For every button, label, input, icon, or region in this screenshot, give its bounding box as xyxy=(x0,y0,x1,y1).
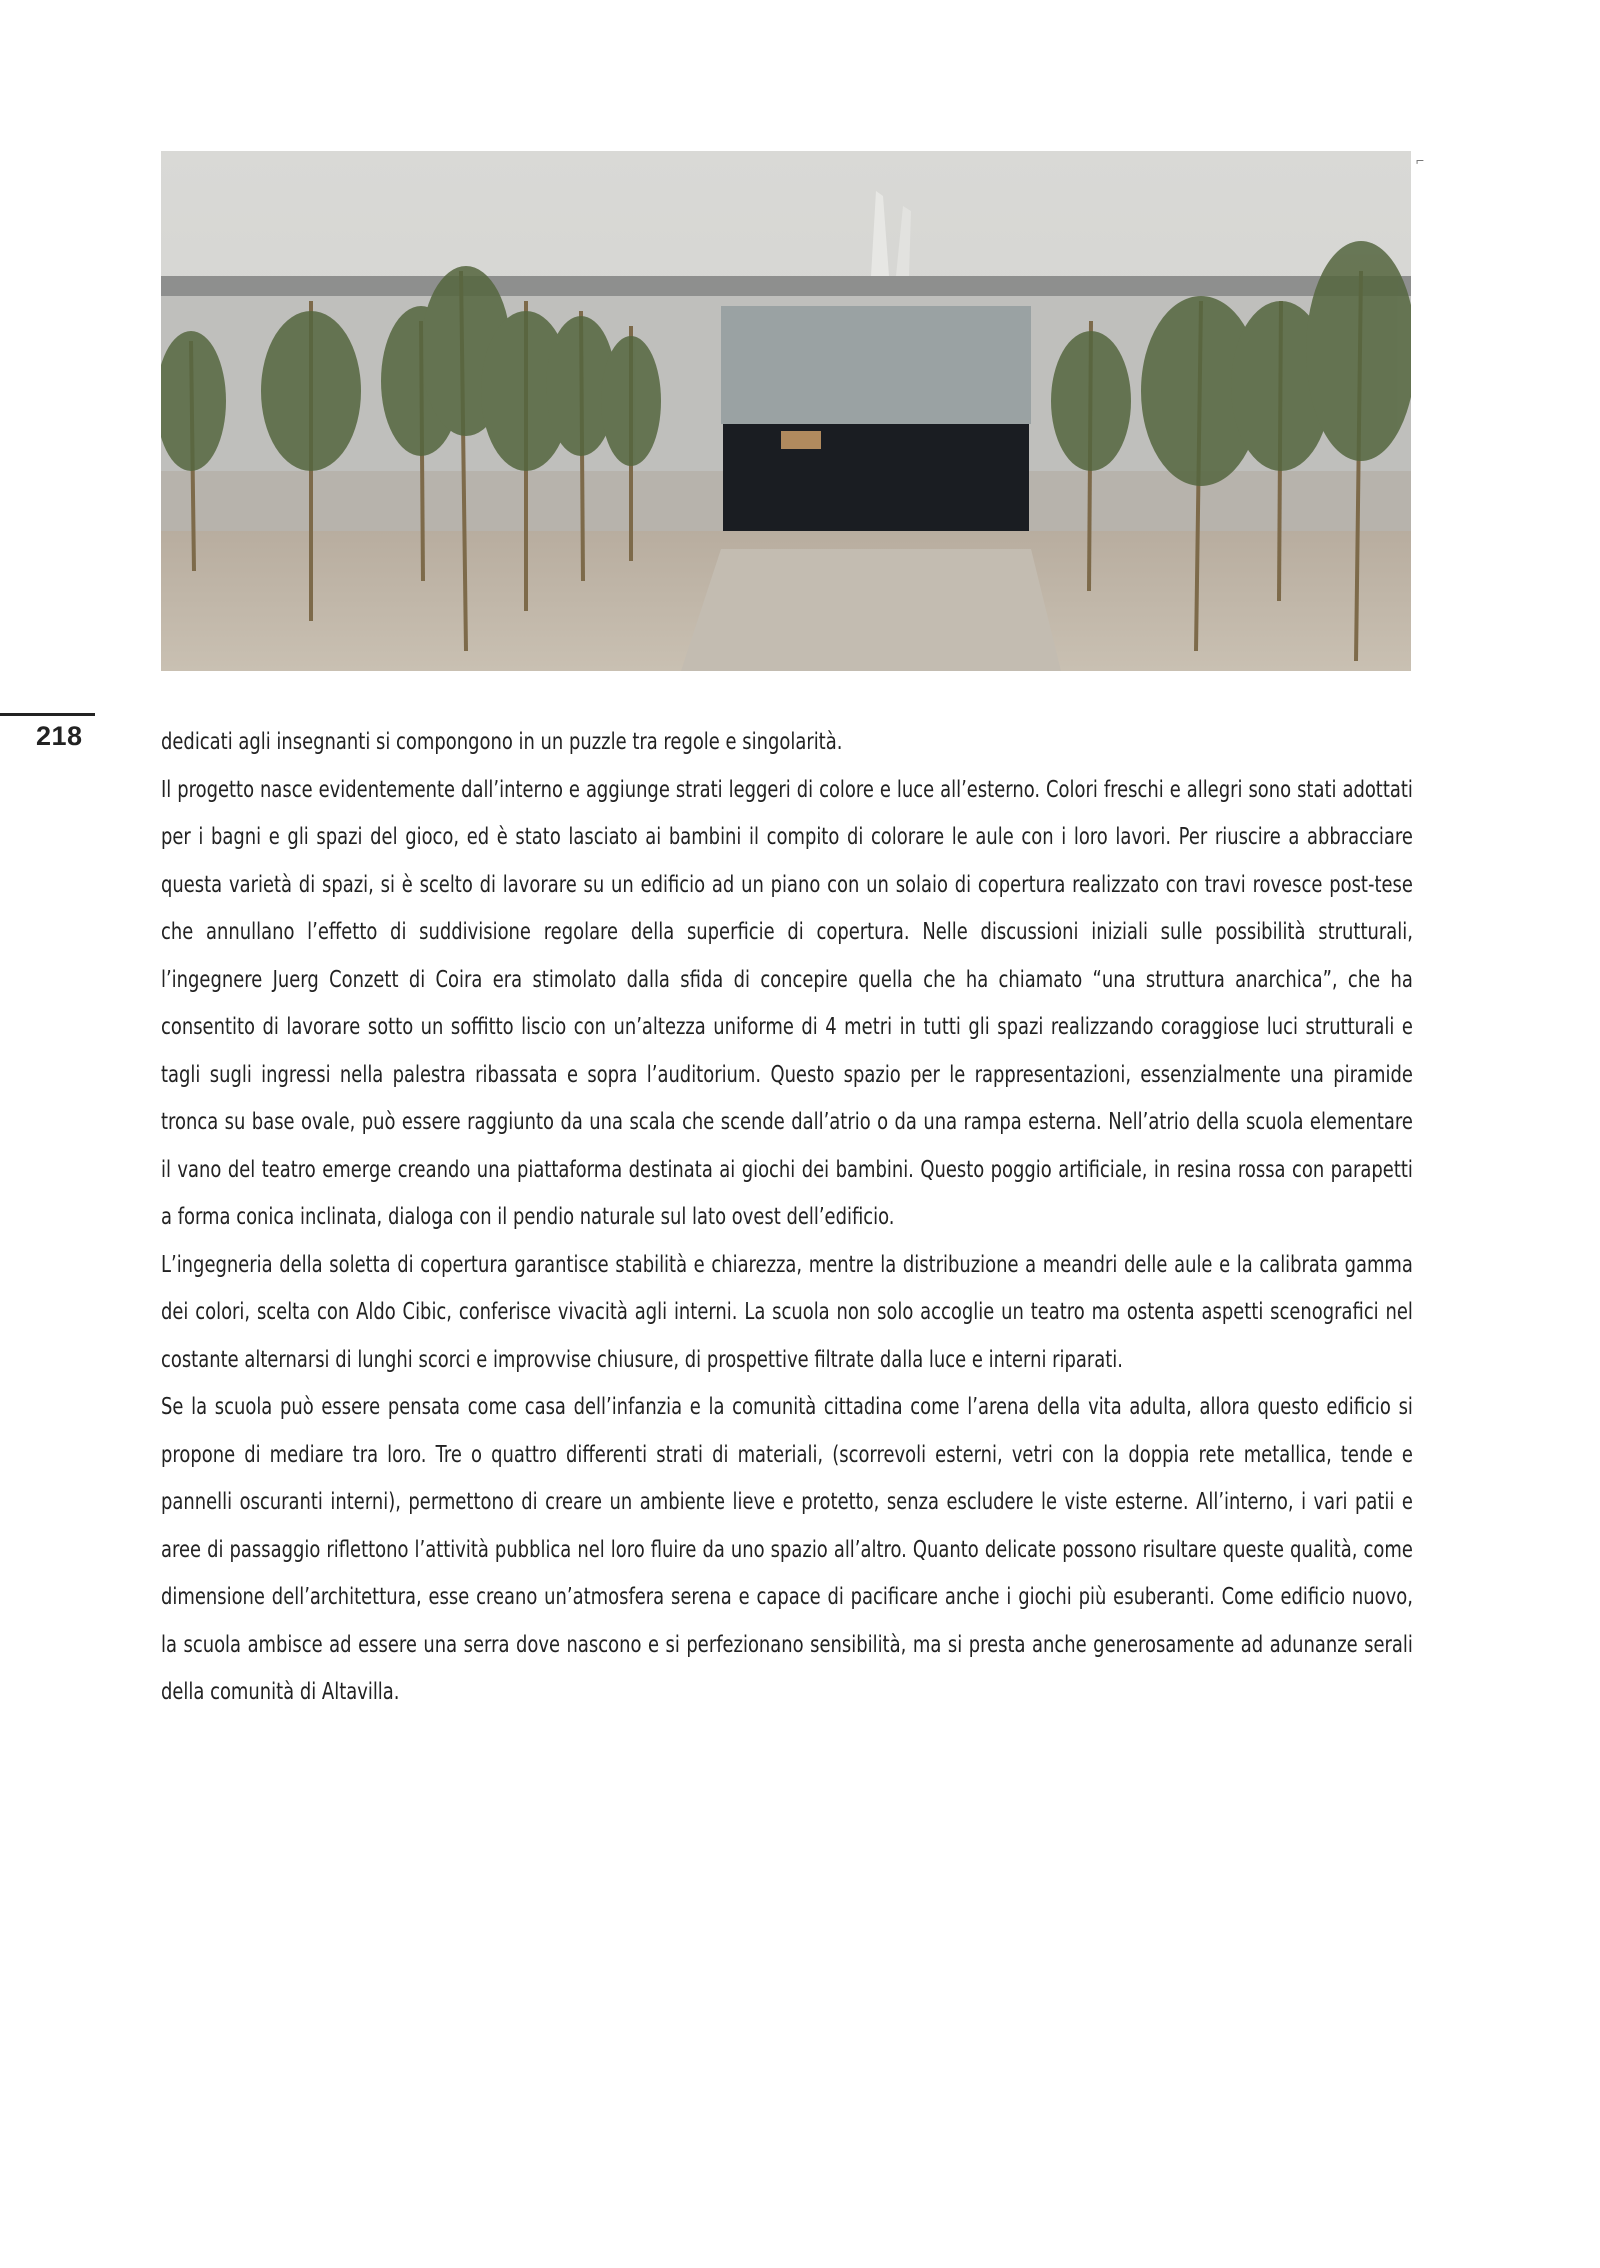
photo-school-entrance-icon xyxy=(161,151,1411,671)
page-number-rule xyxy=(0,713,95,716)
paragraph: L’ingegneria della soletta di copertura garantisce stabilità e chiarezza, mentre la distribuzione a meandri delle aule e la calibrata gamma dei colori, scelta con Aldo Cibic, conferisce vivacità agli interni. La scuola non solo accoglie un teatro ma ostenta aspetti scenografici nel costante alternarsi di lunghi scorci e improvvise chiusure, di prospettive filtrate dalla luce e interni riparati. xyxy=(161,1251,1413,1373)
paragraph: dedicati agli insegnanti si compongono in un puzzle tra regole e singolarità. xyxy=(161,729,843,755)
corner-crop-mark: ⌐ xyxy=(1416,152,1425,168)
paragraph: Se la scuola può essere pensata come casa dell’infanzia e la comunità cittadina come l’arena della vita adulta, allora questo edificio si propone di mediare tra loro. Tre o quattro differenti strati di materiali, (scorrevoli esterni, vetri con la doppia rete metallica, tende e pannelli oscuranti interni), permettono di creare un ambiente lieve e protetto, senza escludere le viste esterne. All’interno, i vari patii e aree di passaggio riflettono l’attività pubblica nel loro fluire da uno spazio all’altro. Quanto delicate possono risultare queste qualità, come dimensione dell’architettura, esse creano un’atmosfera serena e capace di pacificare anche i giochi più esuberanti. Come edificio nuovo, la scuola ambisce ad essere una serra dove nascono e si perfezionano sensibilità, ma si presta anche generosamente ad adunanze serali della comunità di Altavilla. xyxy=(161,1394,1413,1705)
body-text xyxy=(161,719,1413,1717)
paragraph: Il progetto nasce evidentemente dall’interno e aggiunge strati leggeri di colore e luce all’esterno. Colori freschi e allegri sono stati adottati per i bagni e gli spazi del gioco, ed è stato lasciato ai bambini il compito di colorare le aule con i loro lavori. Per riuscire a abbracciare questa varietà di spazi, si è scelto di lavorare su un edificio ad un piano con un solaio di copertura realizzato con travi rovesce post-tese che annullano l’effetto di suddivisione regolare della superficie di copertura. Nelle discussioni iniziali sulle possibilità strutturali, l’ingegnere Juerg Conzett di Coira era stimolato dalla sfida di concepire quella che ha chiamato “una struttura anarchica”, che ha consentito di lavorare sotto un soffitto liscio con un’altezza uniforme di 4 metri in tutti gli spazi realizzando coraggiose luci strutturali e tagli sugli ingressi nella palestra ribassata e sopra l’auditorium. Questo spazio per le rappresentazioni, essenzialmente una piramide tronca su base ovale, può essere raggiunto da una scala che scende dall’atrio o da una rampa esterna. Nell’atrio della scuola elementare il vano del teatro emerge creando una piattaforma destinata ai giochi dei bambini. Questo poggio artificiale, in resina rossa con parapetti a forma conica inclinata, dialoga con il pendio naturale sul lato ovest dell’edificio. xyxy=(161,776,1413,1230)
page-number: 218 xyxy=(36,721,83,751)
school-entrance-photo xyxy=(161,151,1411,671)
